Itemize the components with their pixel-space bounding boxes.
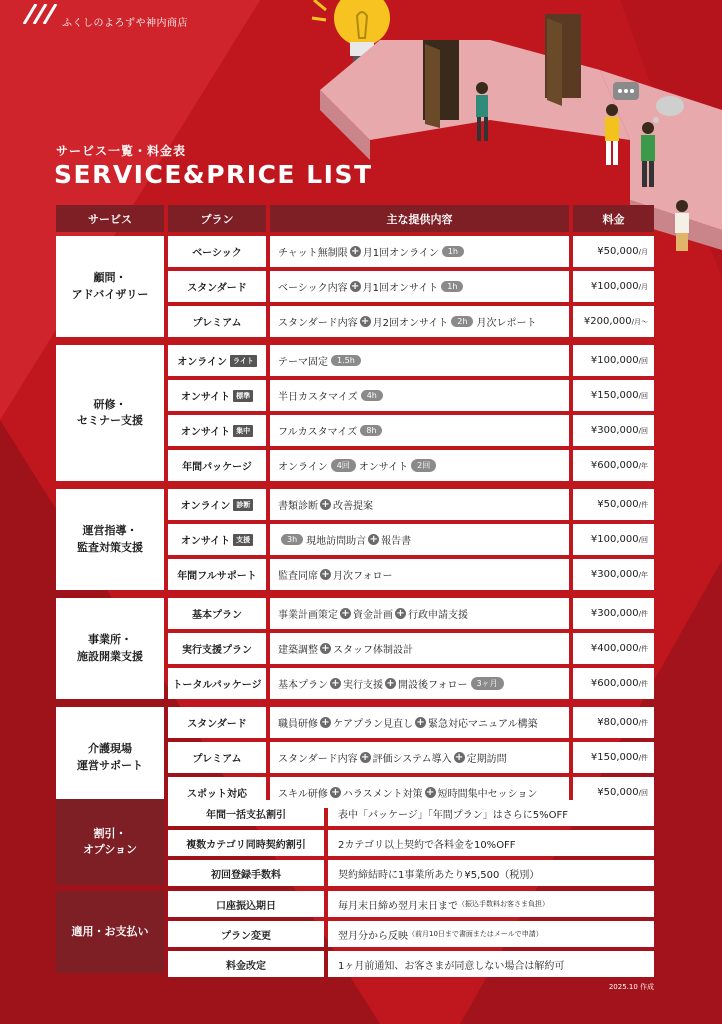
option-value-text: 表中「パッケージ」「年間プラン」はさらに5%OFF (338, 809, 569, 821)
option-value (328, 830, 654, 856)
plan-cell (168, 236, 266, 267)
plus-icon: + (360, 316, 370, 327)
content-cell (270, 524, 569, 555)
content-text: 改善提案 (333, 501, 373, 512)
content-cell (270, 489, 569, 520)
option-value-text: 毎月末日締め翌月末日まで (338, 900, 458, 912)
plan-name: オンライン (180, 501, 231, 512)
table-row (168, 668, 654, 699)
price-unit: /件 (638, 718, 648, 727)
plan-cell (168, 489, 266, 520)
content-text: スタンダード内容 (278, 318, 358, 329)
header-service: サービス (56, 205, 164, 232)
content-text: 実行支援 (343, 680, 383, 691)
price-unit: /年 (638, 570, 648, 579)
content-text: 基本プラン (278, 680, 328, 691)
option-value (328, 860, 654, 886)
duration-pill: 1h (441, 281, 463, 292)
table-row (168, 559, 654, 590)
content-cell (270, 380, 569, 411)
option-note: （振込手数料お客さま負担） (458, 900, 549, 908)
content-text: オンサイト (358, 462, 409, 473)
plan-cell (168, 633, 266, 664)
price-unit: /年 (638, 461, 648, 470)
duration-pill: 4h (361, 390, 383, 401)
content-text: 評価システム導入 (372, 754, 452, 765)
price-value: ¥600,000 (590, 460, 639, 471)
header-content: 主な提供内容 (270, 205, 569, 232)
duration-pill: 1.5h (331, 355, 361, 366)
option-row (168, 951, 654, 977)
option-label: 口座振込期日 (168, 891, 324, 917)
price-value: ¥300,000 (590, 608, 639, 619)
plan-cell (168, 742, 266, 773)
price-unit: /回 (638, 356, 648, 365)
duration-pill: 3h (281, 534, 303, 545)
plan-cell (168, 559, 266, 590)
content-text: テーマ固定 (278, 357, 328, 368)
option-value (328, 891, 654, 917)
price-value: ¥400,000 (590, 643, 639, 654)
brand-name: ふくしのよろずや神内商店 (62, 18, 188, 29)
price-value: ¥100,000 (590, 355, 639, 366)
plan-cell (168, 668, 266, 699)
table-row (168, 236, 654, 267)
content-cell (270, 559, 569, 590)
plus-icon: + (351, 246, 360, 257)
header-plan: プラン (168, 205, 266, 232)
content-text: 緊急対応マニュアル構築 (428, 719, 538, 730)
price-cell (573, 306, 654, 337)
content-cell (270, 450, 569, 481)
plan-name: オンサイト (180, 427, 231, 438)
price-cell (573, 236, 654, 267)
price-unit: /件 (638, 644, 648, 653)
table-row (168, 742, 654, 773)
price-cell (573, 633, 654, 664)
option-label: 初回登録手数料 (168, 860, 324, 886)
table-row (168, 489, 654, 520)
service-category: 運営指導・ 監査対策支援 (56, 489, 164, 590)
option-value-text: 1ヶ月前通知、お客さまが同意しない場合は解約可 (338, 960, 565, 972)
option-value-text: 翌月分から反映 (338, 930, 408, 942)
content-text: 現地訪問助言 (306, 536, 367, 547)
option-row (168, 860, 654, 886)
duration-pill: 1h (442, 246, 464, 257)
plan-tag: 診断 (233, 499, 253, 511)
plus-icon: + (350, 281, 360, 292)
price-value: ¥100,000 (590, 281, 639, 292)
table-row (168, 415, 654, 446)
duration-pill: 8h (360, 425, 382, 436)
content-text: 月1回オンサイト (362, 283, 439, 294)
option-note: （前月10日まで書面またはメールで申請） (408, 930, 543, 938)
creation-date: 2025.10 作成 (608, 983, 654, 991)
price-value: ¥300,000 (590, 425, 639, 436)
content-text: スタンダード内容 (278, 754, 358, 765)
plan-tag: ライト (230, 355, 257, 367)
plus-icon: + (369, 534, 378, 545)
service-category: 研修・ セミナー支援 (56, 345, 164, 481)
plus-icon: + (396, 608, 405, 619)
content-cell (270, 633, 569, 664)
price-value: ¥600,000 (590, 678, 639, 689)
price-cell (573, 489, 654, 520)
service-category: 介護現場 運営サポート (56, 707, 164, 808)
price-cell (573, 707, 654, 738)
plan-name: ベーシック (192, 248, 242, 259)
price-value: ¥80,000 (597, 717, 639, 728)
plan-name: 年間フルサポート (177, 571, 257, 582)
price-unit: /回 (638, 426, 648, 435)
price-unit: /月 (638, 282, 648, 291)
price-value: ¥150,000 (590, 390, 639, 401)
options-category: 割引・ オプション (56, 799, 164, 885)
option-label: 料金改定 (168, 951, 324, 977)
price-unit: /回 (638, 535, 648, 544)
price-value: ¥50,000 (597, 787, 639, 798)
option-label: プラン変更 (168, 921, 324, 947)
plan-name: スタンダード (187, 719, 247, 730)
price-cell (573, 742, 654, 773)
price-value: ¥200,000 (583, 316, 632, 327)
payment-category: 適用・お支払い (56, 891, 164, 973)
plan-name: トータルパッケージ (172, 680, 262, 691)
plan-name: オンサイト (180, 536, 231, 547)
price-cell (573, 450, 654, 481)
person-figure (476, 82, 488, 141)
option-label: 複数カテゴリ同時契約割引 (168, 830, 324, 856)
price-value: ¥50,000 (597, 499, 639, 510)
price-unit: /件 (638, 609, 648, 618)
logo-stripes (22, 4, 62, 24)
price-value: ¥300,000 (590, 569, 639, 580)
content-text: 職員研修 (278, 719, 318, 730)
plus-icon: + (454, 752, 464, 763)
plan-tag: 支援 (233, 534, 253, 546)
option-row (168, 921, 654, 947)
option-row (168, 830, 654, 856)
price-cell (573, 271, 654, 302)
plan-cell (168, 524, 266, 555)
content-text: 建築調整 (278, 645, 318, 656)
price-value: ¥100,000 (590, 534, 639, 545)
price-unit: /回 (638, 391, 648, 400)
content-cell (270, 742, 569, 773)
price-cell (573, 415, 654, 446)
content-text: オンライン (278, 462, 328, 473)
content-text: スキル研修 (278, 789, 328, 800)
content-text: 資金計画 (353, 610, 393, 621)
option-row (168, 891, 654, 917)
option-value (328, 921, 654, 947)
price-unit: /月〜 (631, 317, 648, 326)
plus-icon: + (425, 787, 435, 798)
content-text: 事業計画策定 (278, 610, 338, 621)
plus-icon: + (360, 752, 370, 763)
content-text: チャット無制限 (278, 248, 348, 259)
plan-cell (168, 345, 266, 376)
content-cell (270, 236, 569, 267)
option-value-text: 契約締結時に1事業所あたり¥5,500（税別） (338, 869, 540, 881)
price-unit: /件 (638, 500, 648, 509)
plus-icon: + (341, 608, 350, 619)
content-cell (270, 598, 569, 629)
page-subtitle: サービス一覧・料金表 (56, 144, 187, 158)
option-label: 年間一括支払割引 (168, 800, 324, 826)
plus-icon: + (331, 787, 340, 798)
price-cell (573, 559, 654, 590)
content-text: 行政申請支援 (408, 610, 468, 621)
option-row (168, 800, 654, 826)
content-cell (270, 707, 569, 738)
page-title: SERVICE&PRICE LIST (54, 160, 373, 189)
plan-name: オンライン (177, 357, 227, 368)
plan-tag: 標準 (233, 390, 253, 402)
plan-cell (168, 707, 266, 738)
plan-name: 実行支援プラン (182, 645, 252, 656)
person-figure (675, 200, 689, 251)
service-category: 事業所・ 施設開業支援 (56, 598, 164, 699)
duration-pill: 2回 (411, 459, 436, 472)
content-text: 定期訪問 (466, 754, 507, 765)
content-text: 書類診断 (278, 501, 318, 512)
plus-icon: + (321, 717, 330, 728)
table-row (168, 633, 654, 664)
price-cell (573, 345, 654, 376)
duration-pill: 3ヶ月 (471, 677, 504, 690)
plan-name: 年間パッケージ (182, 462, 252, 473)
plus-icon: + (321, 499, 330, 510)
price-unit: /月 (638, 247, 648, 256)
content-cell (270, 271, 569, 302)
content-text: 報告書 (381, 536, 412, 547)
price-cell (573, 598, 654, 629)
content-text: ケアプラン見直し (333, 719, 413, 730)
option-value (328, 800, 654, 826)
content-cell (270, 415, 569, 446)
content-cell (270, 306, 569, 337)
content-text: 月次フォロー (333, 571, 393, 582)
plus-icon: + (331, 678, 340, 689)
plan-name: 基本プラン (192, 610, 242, 621)
content-text: 月2回オンサイト (372, 318, 449, 329)
duration-pill: 2h (451, 316, 473, 327)
plan-cell (168, 598, 266, 629)
plus-icon: + (321, 569, 330, 580)
option-value (328, 951, 654, 977)
content-text: 半日カスタマイズ (278, 392, 358, 403)
header-price: 料金 (573, 205, 654, 232)
plan-name: プレミアム (192, 318, 242, 329)
price-cell (573, 668, 654, 699)
speech-bubble-icon (613, 82, 639, 100)
plus-icon: + (321, 643, 330, 654)
price-cell (573, 380, 654, 411)
plus-icon: + (386, 678, 395, 689)
plan-name: スポット対応 (187, 789, 247, 800)
table-row (168, 306, 654, 337)
content-text: 短時間集中セッション (437, 789, 538, 800)
plan-cell (168, 306, 266, 337)
content-text: 開設後フォロー (398, 680, 468, 691)
content-cell (270, 668, 569, 699)
table-row (168, 707, 654, 738)
content-text: フルカスタマイズ (278, 427, 358, 438)
plan-cell (168, 380, 266, 411)
content-text: ハラスメント対策 (342, 789, 423, 800)
content-text: ベーシック内容 (278, 283, 348, 294)
content-cell (270, 345, 569, 376)
price-value: ¥50,000 (597, 246, 639, 257)
table-row (168, 450, 654, 481)
price-value: ¥150,000 (590, 752, 639, 763)
option-value-text: 2カテゴリ以上契約で各料金を10%OFF (338, 839, 516, 851)
plus-icon: + (416, 717, 425, 728)
price-unit: /件 (638, 679, 648, 688)
table-row (168, 524, 654, 555)
content-text: スタッフ体制設計 (333, 645, 413, 656)
plan-cell (168, 271, 266, 302)
plan-cell (168, 450, 266, 481)
table-row (168, 380, 654, 411)
price-unit: /回 (638, 788, 648, 797)
price-cell (573, 524, 654, 555)
table-row (168, 271, 654, 302)
plan-cell (168, 415, 266, 446)
plan-name: プレミアム (192, 754, 242, 765)
service-category: 顧問・ アドバイザリー (56, 236, 164, 337)
table-row (168, 345, 654, 376)
content-text: 月次レポート (476, 318, 537, 329)
content-text: 月1回オンライン (362, 248, 439, 259)
duration-pill: 4回 (331, 459, 356, 472)
content-text: 監査同席 (278, 571, 318, 582)
person-figure (605, 104, 619, 165)
price-unit: /件 (638, 753, 648, 762)
plan-name: オンサイト (180, 392, 231, 403)
plan-name: スタンダード (187, 283, 247, 294)
table-row (168, 598, 654, 629)
plan-tag: 集中 (233, 425, 253, 437)
